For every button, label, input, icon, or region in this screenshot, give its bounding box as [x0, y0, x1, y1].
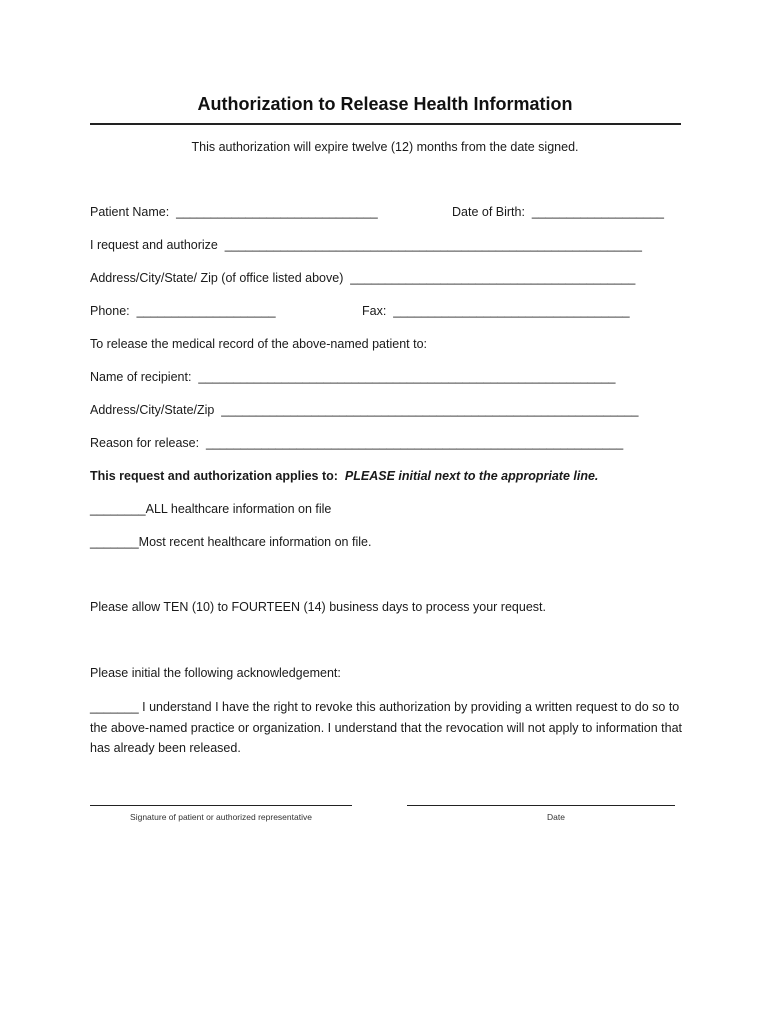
office-address-field[interactable]: Address/City/State/ Zip (of office listed above) _________________________________________ — [90, 271, 636, 285]
recipient-name-field[interactable]: Name of recipient: ____________________________________________________________ — [90, 370, 616, 384]
request-authorize-field[interactable]: I request and authorize ____________________________________________________________ — [90, 238, 642, 252]
applies-to-line — [90, 469, 598, 483]
fax-field[interactable]: Fax: __________________________________ — [362, 304, 630, 318]
applies-to-instruction: PLEASE initial next to the appropriate line. — [344, 469, 599, 483]
signature-caption: Signature of patient or authorized representative — [130, 812, 312, 822]
option-all-records[interactable]: ________ALL healthcare information on file — [90, 502, 332, 516]
applies-to-label: This request and authorization applies to: — [90, 469, 338, 483]
reason-field[interactable]: Reason for release: ____________________________________________________________ — [90, 436, 624, 450]
date-caption: Date — [547, 812, 565, 822]
title-divider — [90, 123, 681, 125]
phone-field[interactable]: Phone: ____________________ — [90, 304, 276, 318]
option-recent-records[interactable]: _______Most recent healthcare information on file. — [90, 535, 372, 549]
recipient-address-field[interactable]: Address/City/State/Zip ____________________________________________________________ — [90, 403, 639, 417]
signature-line[interactable] — [90, 805, 352, 806]
acknowledgement-intro: Please initial the following acknowledgement: — [90, 666, 341, 680]
form-title: Authorization to Release Health Information — [197, 94, 573, 114]
patient-name-field[interactable]: Patient Name: _____________________________ — [90, 205, 378, 219]
acknowledgement-text[interactable]: _______ I understand I have the right to revoke this authorization by providing a written request to do so to the above-named practice or organization. I understand that the revocation will not apply to information that has already been released. — [90, 700, 683, 755]
release-intro: To release the medical record of the above-named patient to: — [90, 337, 428, 351]
date-of-birth-field[interactable]: Date of Birth: ___________________ — [452, 205, 664, 219]
expiry-note: This authorization will expire twelve (12) months from the date signed. — [191, 140, 579, 154]
date-line[interactable] — [407, 805, 675, 806]
processing-note: Please allow TEN (10) to FOURTEEN (14) business days to process your request. — [90, 600, 546, 614]
